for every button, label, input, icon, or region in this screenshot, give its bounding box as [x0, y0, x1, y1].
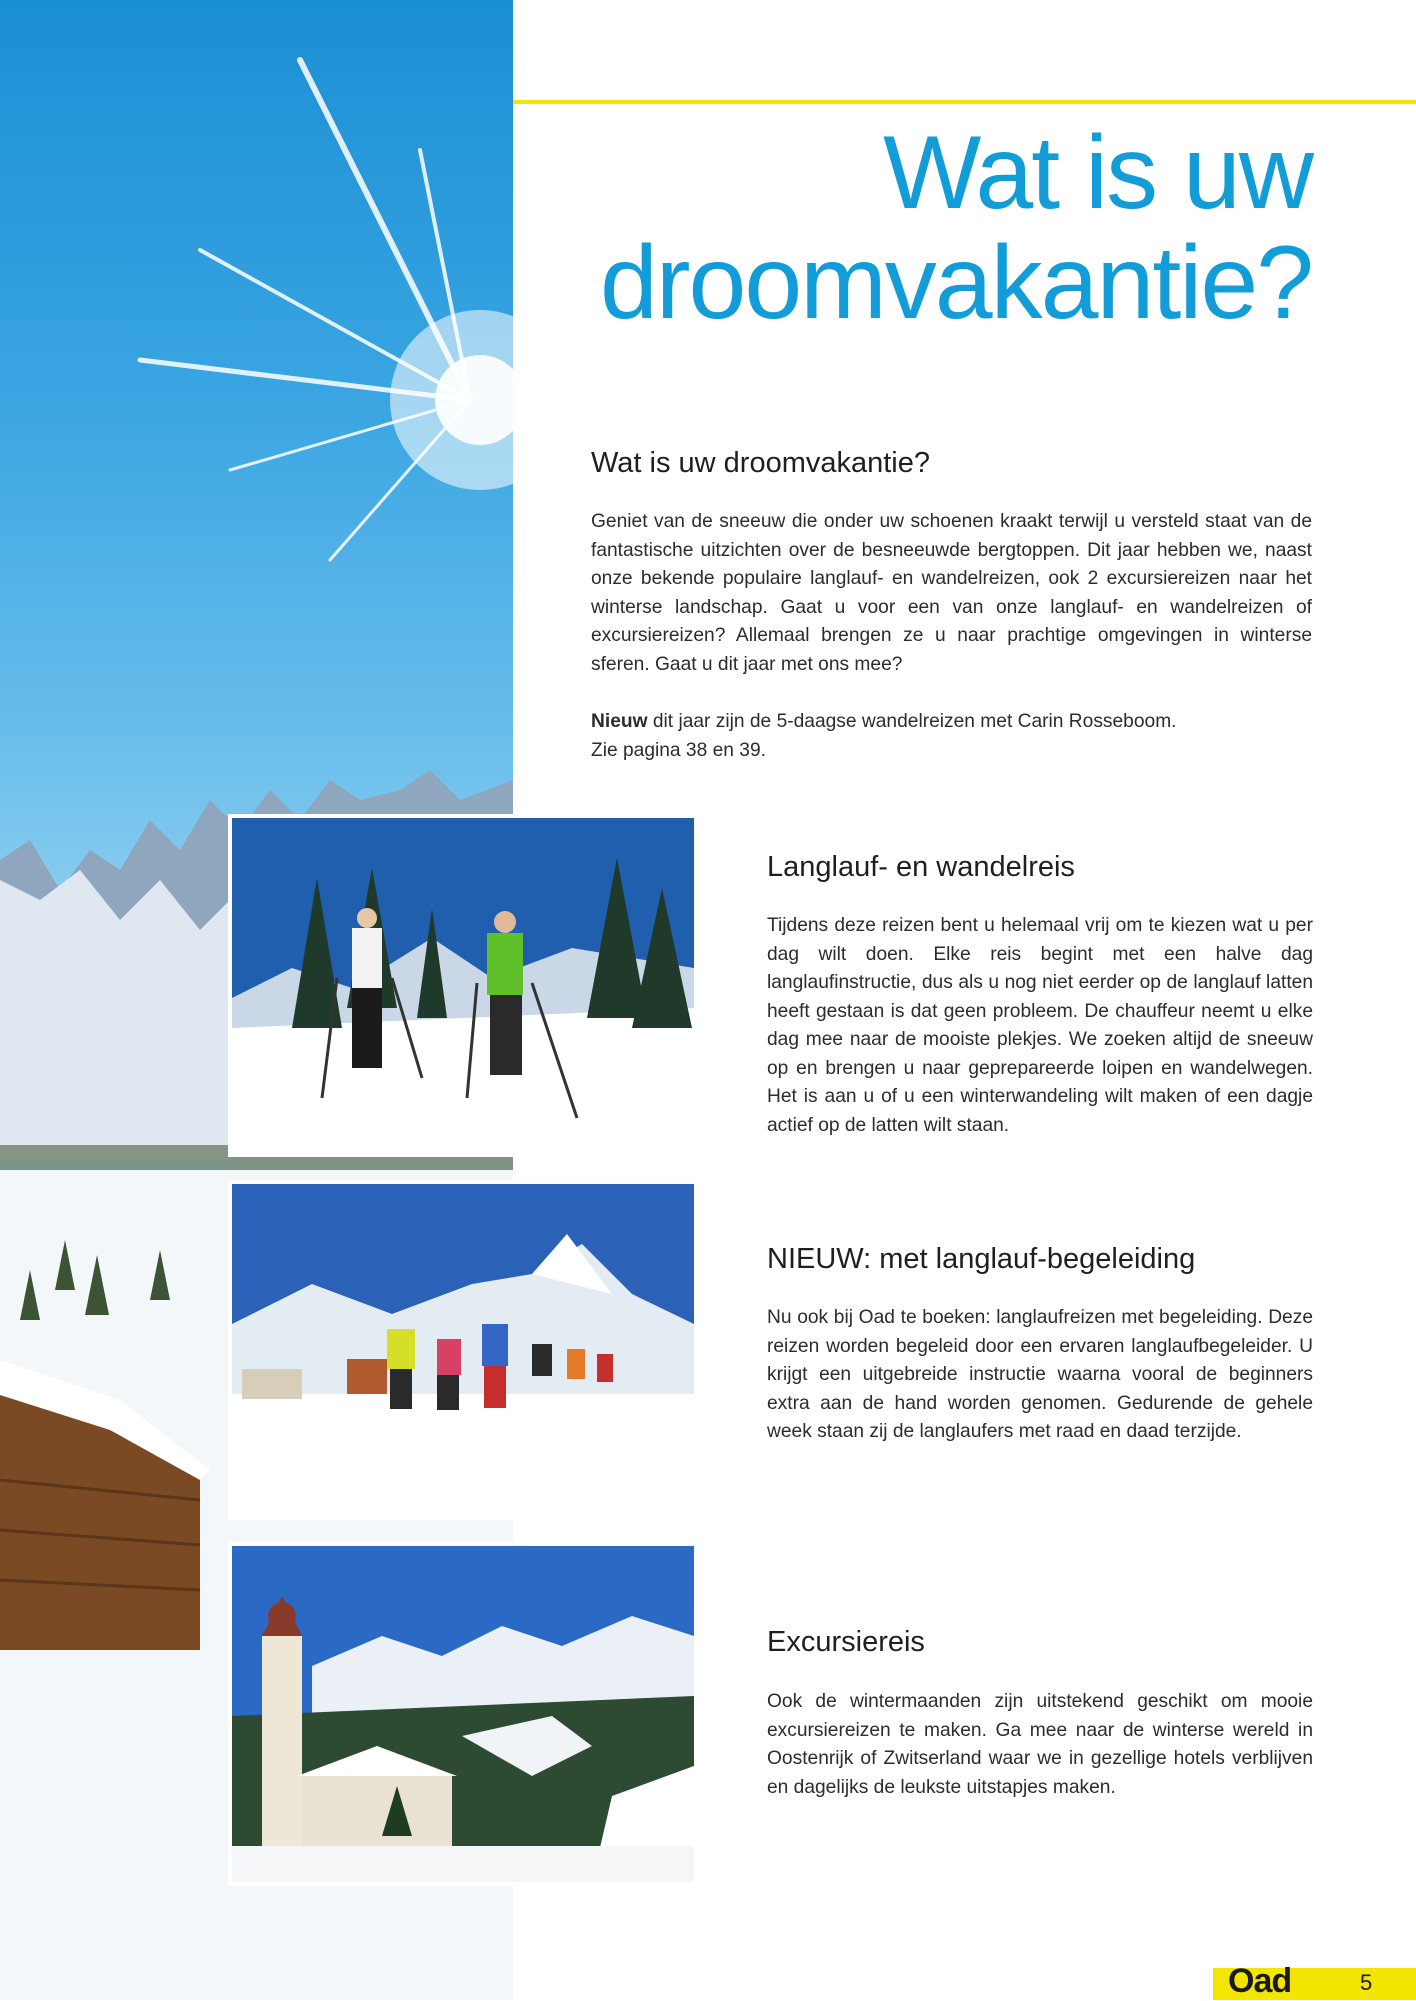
top-yellow-rule [513, 100, 1416, 104]
oad-logo: Oad [1228, 1962, 1292, 2000]
page-number: 5 [1360, 1970, 1373, 1995]
photo-cross-country-skiers [228, 814, 698, 1157]
intro-new-note [591, 708, 1312, 737]
section-2-heading: NIEUW: met langlauf-begeleiding [767, 1243, 1196, 1275]
intro-page-reference: Zie pagina 38 en 39. [591, 740, 766, 761]
intro-paragraph: Geniet van de sneeuw die onder uw schoenen kraakt terwijl u versteld staat van de fantastische uitzichten over de besneeuwde bergtoppen. Dit jaar hebben we, naast onze bekende populaire langlauf- en wandelreizen, ook 2 excursiereizen naar het winterse landschap. Gaat u voor een van onze langlauf- en wandelreizen of excursiereizen? Allemaal brengen ze u naar prachtige omgevingen in winterse sferen. Gaat u dit jaar met ons mee? [591, 511, 1312, 675]
photo-winter-hikers [228, 1180, 698, 1520]
new-label: Nieuw [591, 711, 648, 732]
intro-heading: Wat is uw droomvakantie? [591, 447, 931, 479]
section-1-heading: Langlauf- en wandelreis [767, 851, 1075, 883]
new-text: dit jaar zijn de 5-daagse wandelreizen met Carin Rosseboom. [647, 711, 1177, 732]
photo-alpine-church [228, 1542, 698, 1886]
section-2-text: Nu ook bij Oad te boeken: langlaufreizen met begeleiding. Deze reizen worden begeleid door een ervaren langlaufbegeleider. U krijgt een uitgebreide instructie waarna vooral de beginners extra aan de hand worden genomen. Gedurende de gehele week staan zij de langlaufers met raad en daad terzijde. [767, 1307, 1313, 1442]
section-3-text: Ook de wintermaanden zijn uitstekend geschikt om mooie excursiereizen te maken. Ga mee naar de winterse wereld in Oostenrijk of Zwitserland waar we in gezellige hotels verblijven en dagelijks de leukste uitstapjes maken. [767, 1691, 1313, 1798]
section-3-heading: Excursiereis [767, 1626, 925, 1658]
section-1-text: Tijdens deze reizen bent u helemaal vrij om te kiezen wat u per dag wilt doen. Elke reis begint met een halve dag langlaufinstructie, dus als u nog niet eerder op de langlauf latten heeft gestaan is dat geen probleem. De chauffeur neemt u elke dag mee naar de mooiste plekjes. We zoeken altijd de sneeuw op en brengen u naar geprepareerde loipen en wandelwegen. Het is aan u of u een winterwandeling wilt maken of een dagje actief op de latten wilt staan. [767, 915, 1313, 1136]
page-title: Wat is uw droomvakantie? [600, 115, 1312, 341]
